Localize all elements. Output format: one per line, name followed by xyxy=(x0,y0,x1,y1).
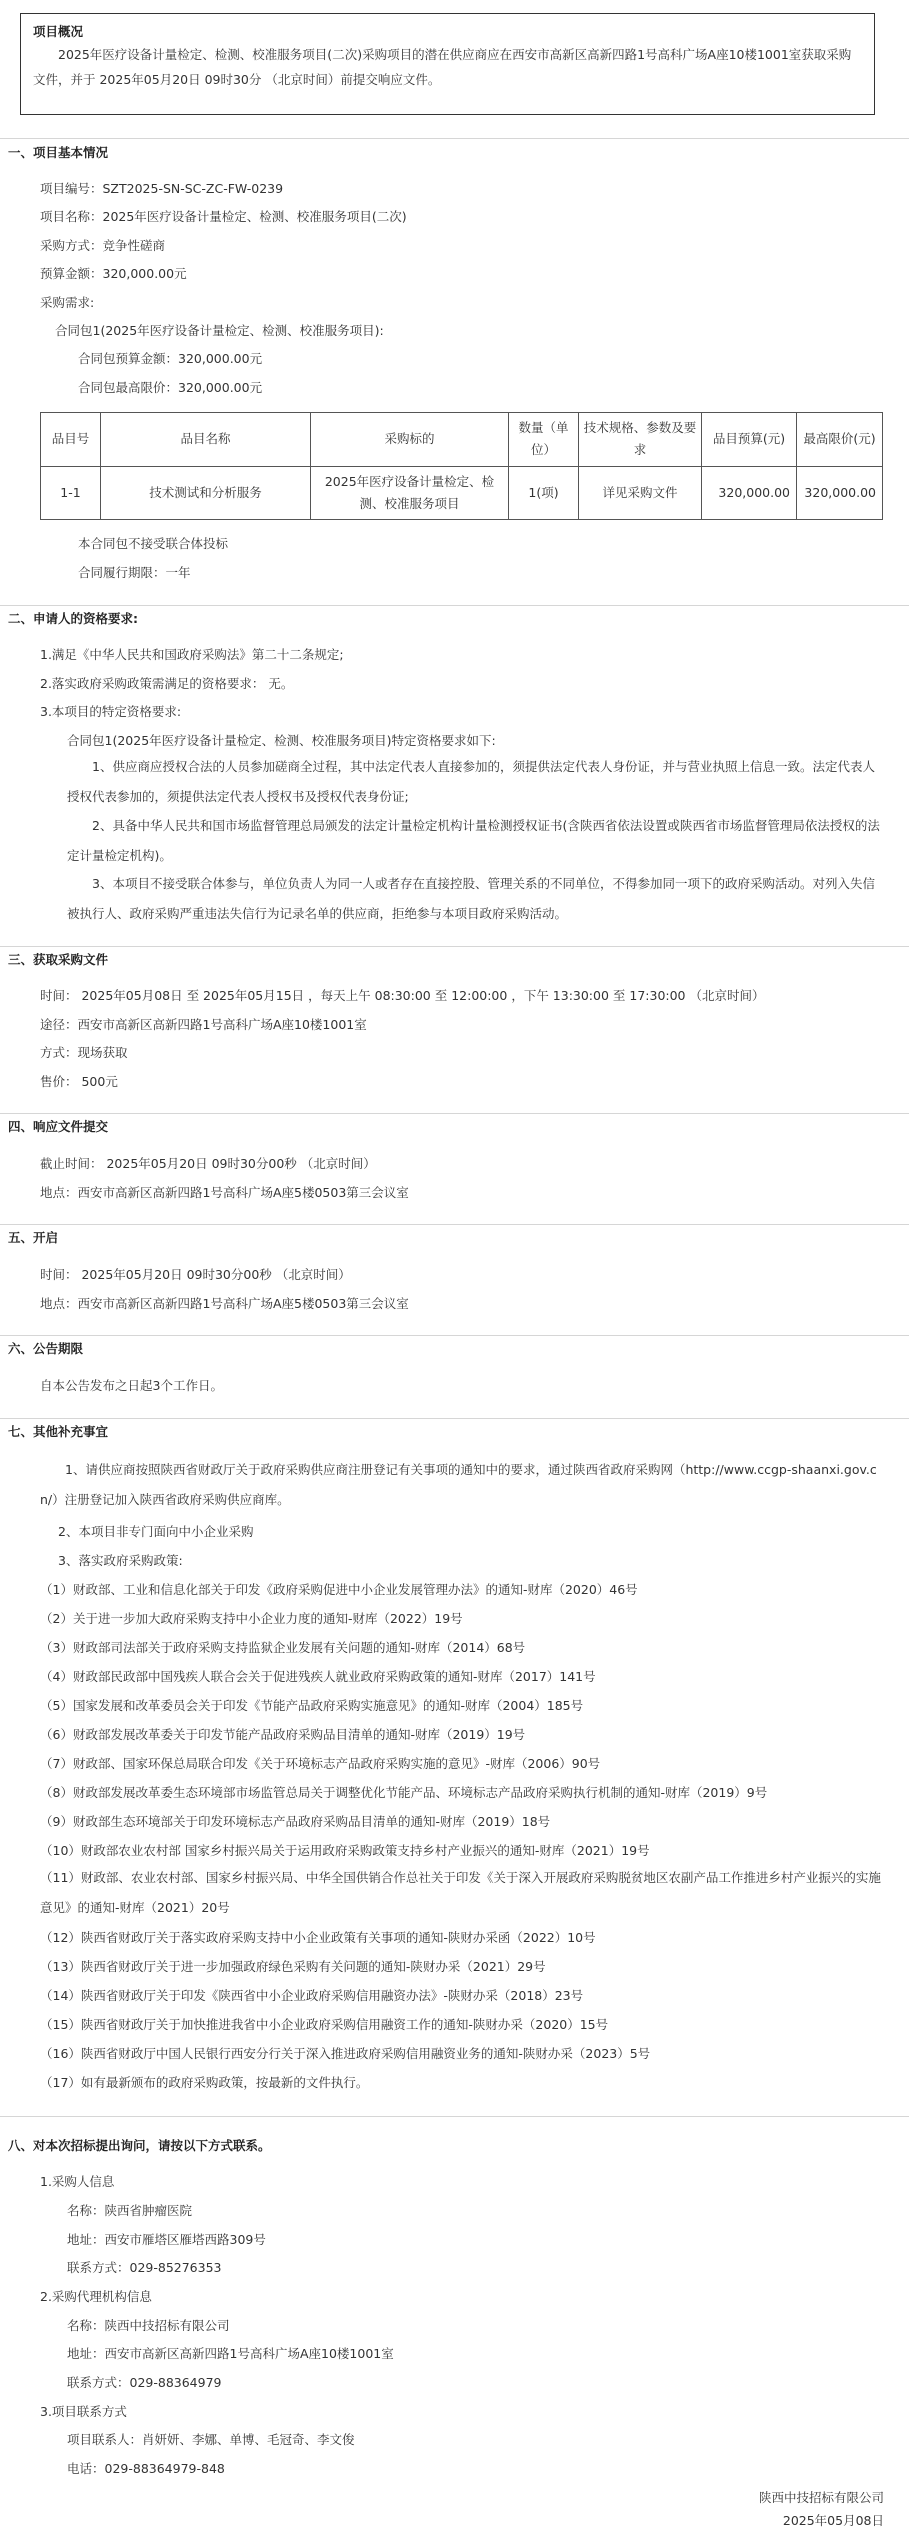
section-3-title: 三、获取采购文件 xyxy=(8,952,109,967)
procurement-method: 采购方式：竞争性磋商 xyxy=(40,238,166,253)
divider xyxy=(0,1418,909,1419)
contact-project-title: 3.项目联系方式 xyxy=(40,2404,127,2419)
qualification-3: 3.本项目的特定资格要求: xyxy=(40,704,182,719)
policy-item: （2）关于进一步加大政府采购支持中小企业力度的通知-财库（2022）19号 xyxy=(40,1611,463,1626)
buyer-name: 名称：陕西省肿瘤医院 xyxy=(67,2203,193,2218)
summary-text: 2025年医疗设备计量检定、检测、校准服务项目(二次)采购项目的潜在供应商应在西安市高新区高新四路1号高科广场A座10楼1001室获取采购文件，并于 2025年05月20日 09时30分 （北京时间）前提交响应文件。 xyxy=(33,47,852,87)
obtain-price: 售价： 500元 xyxy=(40,1074,118,1089)
policy-item: （1）财政部、工业和信息化部关于印发《政府采购促进中小企业发展管理办法》的通知-财库（2020）46号 xyxy=(40,1582,638,1597)
agency-phone: 联系方式：029-88364979 xyxy=(67,2375,222,2390)
table-cell: 2025年医疗设备计量检定、检测、校准服务项目 xyxy=(311,466,509,520)
policy-item: （7）财政部、国家环保总局联合印发《关于环境标志产品政府采购实施的意见》-财库（2006）90号 xyxy=(40,1756,601,1771)
section-7-title: 七、其他补充事宜 xyxy=(8,1424,109,1439)
table-cell: 技术测试和分析服务 xyxy=(101,466,311,520)
table-header: 品目名称 xyxy=(101,413,311,467)
table-header: 最高限价(元) xyxy=(797,413,883,467)
package-qualification-title: 合同包1(2025年医疗设备计量检定、检测、校准服务项目)特定资格要求如下: xyxy=(67,733,496,748)
qualification-1: 1.满足《中华人民共和国政府采购法》第二十二条规定; xyxy=(40,647,344,662)
obtain-place: 途径：西安市高新区高新四路1号高科广场A座10楼1001室 xyxy=(40,1017,367,1032)
project-contacts: 项目联系人：肖妍妍、李娜、单博、毛冠奇、李文俊 xyxy=(67,2432,355,2447)
policy-item: （11）财政部、农业农村部、国家乡村振兴局、中华全国供销合作总社关于印发《关于深入开展政府采购脱贫地区农副产品工作推进乡村产业振兴的实施意见》的通知-财库（2021）20号 xyxy=(40,1870,881,1915)
footer-date: 2025年05月08日 xyxy=(782,2513,884,2528)
package-budget: 合同包预算金额：320,000.00元 xyxy=(78,351,263,366)
policy-item: （8）财政部发展改革委生态环境部市场监管总局关于调整优化节能产品、环境标志产品政府采购执行机制的通知-财库（2019）9号 xyxy=(40,1785,768,1800)
table-cell: 320,000.00 xyxy=(702,466,797,520)
section-4-title: 四、响应文件提交 xyxy=(8,1119,109,1134)
submit-deadline: 截止时间： 2025年05月20日 09时30分00秒 （北京时间） xyxy=(40,1156,376,1171)
special-requirement-3: 3、本项目不接受联合体参与，单位负责人为同一人或者存在直接控股、管理关系的不同单位，不得参加同一项下的政府采购活动。对列入失信被执行人、政府采购严重违法失信行为记录名单的供应商，拒绝参与本项目政府采购活动。 xyxy=(67,876,875,921)
supplement-2: 2、本项目非专门面向中小企业采购 xyxy=(58,1524,254,1539)
project-summary-box xyxy=(20,13,875,115)
policy-item: （5）国家发展和改革委员会关于印发《节能产品政府采购实施意见》的通知-财库（2004）185号 xyxy=(40,1698,584,1713)
agency-name: 名称：陕西中技招标有限公司 xyxy=(67,2318,230,2333)
project-phone: 电话：029-88364979-848 xyxy=(67,2461,225,2476)
policy-item: （6）财政部发展改革委关于印发节能产品政府采购品目清单的通知-财库（2019）19号 xyxy=(40,1727,526,1742)
agency-address: 地址：西安市高新区高新四路1号高科广场A座10楼1001室 xyxy=(67,2346,394,2361)
table-header: 采购标的 xyxy=(311,413,509,467)
items-table xyxy=(40,412,883,520)
obtain-time: 时间： 2025年05月08日 至 2025年05月15日 ，每天上午 08:30:00 至 12:00:00 ，下午 13:30:00 至 17:30:00 （北京时间） xyxy=(40,988,765,1003)
buyer-phone: 联系方式：029-85276353 xyxy=(67,2260,222,2275)
policy-item: （13）陕西省财政厅关于进一步加强政府绿色采购有关问题的通知-陕财办采（2021）29号 xyxy=(40,1959,546,1974)
table-cell: 详见采购文件 xyxy=(579,466,702,520)
table-cell: 1(项) xyxy=(509,466,579,520)
policy-item: （12）陕西省财政厅关于落实政府采购支持中小企业政策有关事项的通知-陕财办采函（2022）10号 xyxy=(40,1930,596,1945)
summary-title: 项目概况 xyxy=(33,24,84,39)
buyer-address: 地址：西安市雁塔区雁塔西路309号 xyxy=(67,2232,266,2247)
policy-item: （9）财政部生态环境部关于印发环境标志产品政府采购品目清单的通知-财库（2019）18号 xyxy=(40,1814,551,1829)
table-row xyxy=(41,466,883,520)
policy-item: （3）财政部司法部关于政府采购支持监狱企业发展有关问题的通知-财库（2014）68号 xyxy=(40,1640,526,1655)
budget-amount: 预算金额：320,000.00元 xyxy=(40,266,187,281)
divider xyxy=(0,946,909,947)
policy-item: （16）陕西省财政厅中国人民银行西安分行关于深入推进政府采购信用融资业务的通知-陕财办采（2023）5号 xyxy=(40,2046,651,2061)
footer-organization: 陕西中技招标有限公司 xyxy=(758,2490,884,2505)
divider xyxy=(0,1335,909,1336)
supplement-3: 3、落实政府采购政策: xyxy=(58,1553,183,1568)
section-2-title: 二、申请人的资格要求: xyxy=(8,611,138,626)
table-cell: 1-1 xyxy=(41,466,101,520)
supplement-1: 1、请供应商按照陕西省财政厅关于政府采购供应商注册登记有关事项的通知中的要求，通过陕西省政府采购网（http://www.ccgp-shaanxi.gov.cn/）注册登记加入陕西省政府采购供应商库。 xyxy=(40,1462,877,1507)
qualification-2: 2.落实政府采购政策需满足的资格要求： 无。 xyxy=(40,676,294,691)
divider xyxy=(0,2116,909,2117)
opening-time: 时间： 2025年05月20日 09时30分00秒 （北京时间） xyxy=(40,1267,351,1282)
table-header-row xyxy=(41,413,883,467)
section-6-title: 六、公告期限 xyxy=(8,1341,84,1356)
divider xyxy=(0,1113,909,1114)
policy-item: （17）如有最新颁布的政府采购政策，按最新的文件执行。 xyxy=(40,2075,369,2090)
contract-package: 合同包1(2025年医疗设备计量检定、检测、校准服务项目): xyxy=(55,323,384,338)
policy-item: （10）财政部农业农村部 国家乡村振兴局关于运用政府采购政策支持乡村产业振兴的通知-财库（2021）19号 xyxy=(40,1843,650,1858)
section-5-title: 五、开启 xyxy=(8,1230,59,1245)
special-requirement-2: 2、具备中华人民共和国市场监督管理总局颁发的法定计量检定机构计量检测授权证书(含陕西省依法设置或陕西省市场监督管理局依法授权的法定计量检定机构)。 xyxy=(67,818,880,863)
special-requirement-1: 1、供应商应授权合法的人员参加磋商全过程，其中法定代表人直接参加的，须提供法定代表人身份证，并与营业执照上信息一致。法定代表人授权代表参加的，须提供法定代表人授权书及授权代表身份证; xyxy=(67,759,875,804)
submit-place: 地点：西安市高新区高新四路1号高科广场A座5楼0503第三会议室 xyxy=(40,1185,409,1200)
package-price-limit: 合同包最高限价：320,000.00元 xyxy=(78,380,263,395)
project-number: 项目编号：SZT2025-SN-SC-ZC-FW-0239 xyxy=(40,181,284,196)
divider xyxy=(0,1224,909,1225)
contract-period: 合同履行期限：一年 xyxy=(78,565,191,580)
policy-item: （15）陕西省财政厅关于加快推进我省中小企业政府采购信用融资工作的通知-陕财办采（2020）15号 xyxy=(40,2017,609,2032)
section-8-title: 八、对本次招标提出询问，请按以下方式联系。 xyxy=(8,2138,271,2153)
procurement-demand: 采购需求: xyxy=(40,295,95,310)
project-name: 项目名称：2025年医疗设备计量检定、检测、校准服务项目(二次) xyxy=(40,209,407,224)
table-header: 品目号 xyxy=(41,413,101,467)
table-cell: 320,000.00 xyxy=(797,466,883,520)
policy-item: （4）财政部民政部中国残疾人联合会关于促进残疾人就业政府采购政策的通知-财库（2017）141号 xyxy=(40,1669,596,1684)
divider xyxy=(0,138,909,139)
table-header: 技术规格、参数及要求 xyxy=(579,413,702,467)
obtain-mode: 方式：现场获取 xyxy=(40,1045,128,1060)
policy-item: （14）陕西省财政厅关于印发《陕西省中小企业政府采购信用融资办法》-陕财办采（2018）23号 xyxy=(40,1988,584,2003)
no-consortium-note: 本合同包不接受联合体投标 xyxy=(78,536,229,551)
divider xyxy=(0,605,909,606)
section-1-title: 一、项目基本情况 xyxy=(8,145,109,160)
contact-buyer-title: 1.采购人信息 xyxy=(40,2174,115,2189)
notice-period: 自本公告发布之日起3个工作日。 xyxy=(40,1378,223,1393)
contact-agency-title: 2.采购代理机构信息 xyxy=(40,2289,152,2304)
table-header: 数量（单位） xyxy=(509,413,579,467)
table-header: 品目预算(元) xyxy=(702,413,797,467)
opening-place: 地点：西安市高新区高新四路1号高科广场A座5楼0503第三会议室 xyxy=(40,1296,409,1311)
